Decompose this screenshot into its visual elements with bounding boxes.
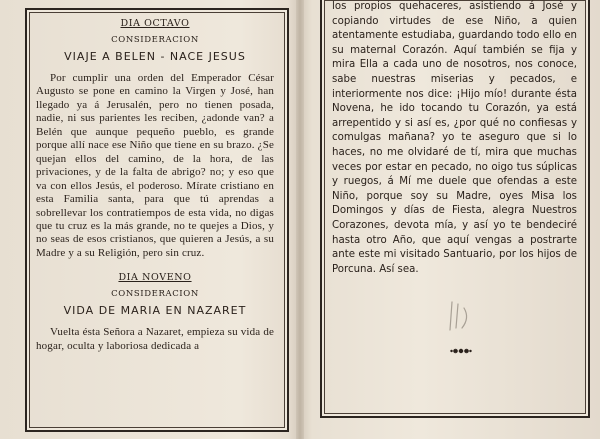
section-heading-vida: VIDA DE MARIA EN NAZARET [63, 304, 247, 318]
left-page-content [36, 18, 274, 353]
consideration-label-2: CONSIDERACION [111, 289, 199, 300]
spacer [36, 260, 274, 272]
section-heading-viaje: VIAJE A BELEN - NACE JESUS [64, 50, 246, 63]
paragraph-continuation: los propios quehaceres, asistiendo á José y copiando virtudes de ese Niño, a quien atentamente estudiaba, guardando todo ello en su maternal Corazón. Aquí también se fija y mira Ella a cada uno de nosotros, nos conoce, sabe nuestras miserias y pecados, e interiormente nos dice: ¡Hijo mío! durante ésta Novena, he ido tocando tu Corazón, ya está arrepentido y si así es, ¿por qué no confiesas y comulgas mañana? yo te aseguro que si lo haces, no me olvidaré de tí, mira que muchas veces por estar en pecado, no oigo tus súplicas y ruegos, á Mí me duele que ofendas a este Niño, porque soy su Madre, oyes Misa los Domingos y días de Fiesta, alegra Nuestros Corazones, devota mía, y así yo te bendeciré hasta otro Año, que aquí vengas a postrarte ante este mi visitado Santuario, por los hijos de Porcuna. Así sea. [332, 1, 577, 275]
day-title-noveno: DIA NOVENO [118, 272, 192, 284]
right-page-content [332, 0, 577, 277]
paragraph-viaje: Por cumplir una orden del Emperador César Augusto se pone en camino la Virgen y José, han llegado ya á Jerusalén, pero no tienen posada, nadie, ni sus parientes les reciben, ¿adonde van? a Belén que aunque pequeño pueblo, es grande porque allí nace ese Niño que tiene en su brazo. ¿Se quejan ellos del camino, de la hora, de las privaciones, y de la falta de abrigo? no; y eso que va con ellos Jesús, el poderoso. Mírate cristiano en esta Familia santa, para que tú aprendas a sobrellevar los contratiempos de esta vida, no digas que tu cruz es la más grande, no te quejes a Dios, y no seas de esos cristianos, que quieren a Jesús, a su Madre y a su Religión, pero sin cruz. [36, 72, 274, 259]
paragraph-vida: Vuelta ésta Señora a Nazaret, empieza su vida de hogar, oculta y laboriosa dedicada a [36, 326, 274, 352]
booklet-spine [296, 0, 304, 439]
fleuron-ornament-icon [449, 346, 473, 356]
left-page [0, 0, 296, 439]
right-page [304, 0, 600, 439]
consideration-label: CONSIDERACION [111, 35, 199, 45]
pencil-mark-icon [444, 298, 474, 334]
day-title-octavo: DIA OCTAVO [120, 18, 190, 29]
